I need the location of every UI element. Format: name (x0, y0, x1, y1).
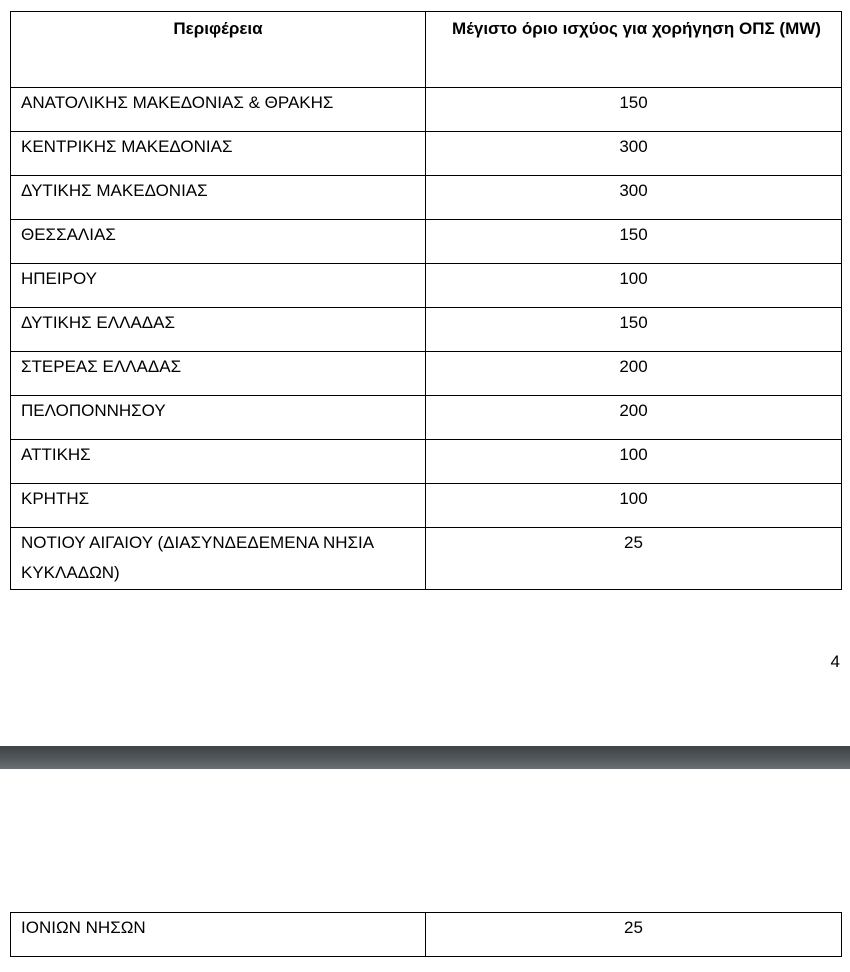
region-cell: ΑΝΑΤΟΛΙΚΗΣ ΜΑΚΕΔΟΝΙΑΣ & ΘΡΑΚΗΣ (11, 88, 426, 132)
table-row (11, 440, 842, 484)
region-cell: ΚΡΗΤΗΣ (11, 484, 426, 528)
table-header-row (11, 12, 842, 88)
region-cell: ΚΕΝΤΡΙΚΗΣ ΜΑΚΕΔΟΝΙΑΣ (11, 132, 426, 176)
table-row (11, 132, 842, 176)
region-cell: ΔΥΤΙΚΗΣ ΕΛΛΑΔΑΣ (11, 308, 426, 352)
table-row (11, 176, 842, 220)
power-limit-table (10, 11, 842, 590)
limit-cell: 300 (426, 176, 842, 220)
header-region: Περιφέρεια (11, 12, 426, 88)
region-cell: ΠΕΛΟΠΟΝΝΗΣΟΥ (11, 396, 426, 440)
header-power-limit: Μέγιστο όριο ισχύος για χορήγηση ΟΠΣ (MW) (426, 12, 842, 88)
limit-cell: 150 (426, 220, 842, 264)
limit-cell: 100 (426, 484, 842, 528)
limit-cell: 300 (426, 132, 842, 176)
table-row (11, 88, 842, 132)
page-number: 4 (830, 652, 840, 671)
table-row (11, 264, 842, 308)
limit-cell: 25 (426, 913, 842, 957)
region-cell: ΑΤΤΙΚΗΣ (11, 440, 426, 484)
limit-cell: 150 (426, 308, 842, 352)
table-row (11, 352, 842, 396)
limit-cell: 150 (426, 88, 842, 132)
limit-cell: 100 (426, 440, 842, 484)
table-row (11, 913, 842, 957)
document-page-5 (0, 769, 850, 972)
region-cell: ΔΥΤΙΚΗΣ ΜΑΚΕΔΟΝΙΑΣ (11, 176, 426, 220)
power-limit-table-continued (10, 912, 842, 957)
table-row (11, 528, 842, 590)
limit-cell: 25 (426, 528, 842, 590)
region-cell: ΣΤΕΡΕΑΣ ΕΛΛΑΔΑΣ (11, 352, 426, 396)
limit-cell: 200 (426, 396, 842, 440)
region-cell: ΗΠΕΙΡΟΥ (11, 264, 426, 308)
table-row (11, 308, 842, 352)
table-row (11, 220, 842, 264)
region-cell: ΘΕΣΣΑΛΙΑΣ (11, 220, 426, 264)
table-row (11, 396, 842, 440)
limit-cell: 200 (426, 352, 842, 396)
limit-cell: 100 (426, 264, 842, 308)
table-row (11, 484, 842, 528)
region-cell: ΙΟΝΙΩΝ ΝΗΣΩΝ (11, 913, 426, 957)
region-cell: ΝΟΤΙΟΥ ΑΙΓΑΙΟΥ (ΔΙΑΣΥΝΔΕΔΕΜΕΝΑ ΝΗΣΙΑ ΚΥΚΛΑΔΩΝ) (11, 528, 426, 590)
page-separator (0, 746, 850, 769)
